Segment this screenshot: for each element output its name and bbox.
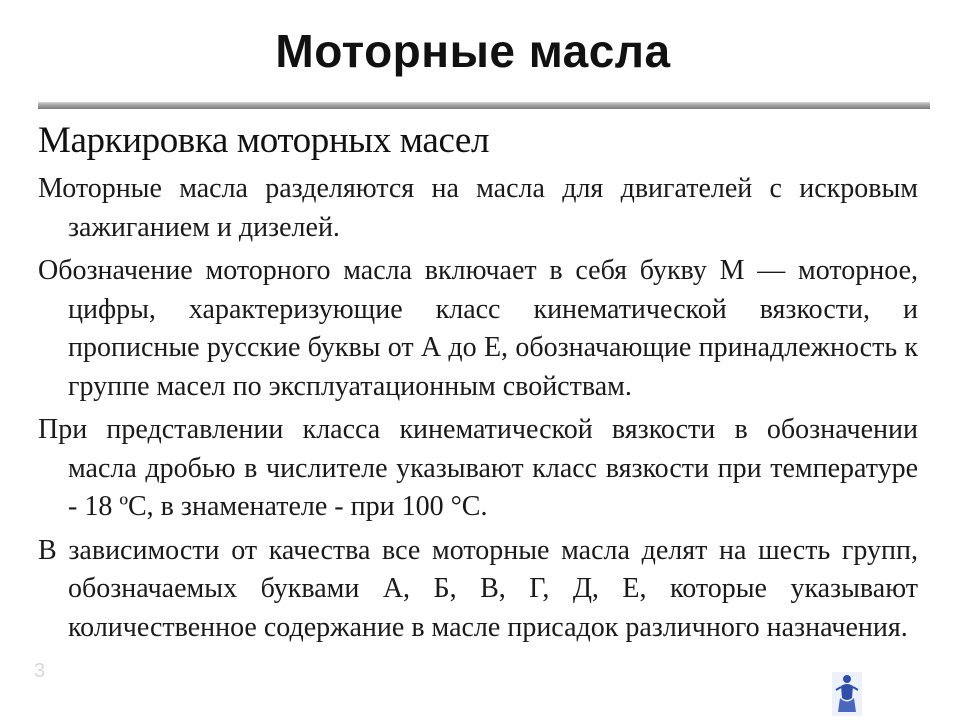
page-title: Моторные масла — [275, 25, 671, 77]
paragraph-2: Обозначение моторного масла включает в себя букву М — моторное, цифры, характеризующие класс кинематической вязкости, и прописные русские буквы от А до Е, обозначающие принадлежность к группе масел по эксплуатационным свойствам. — [38, 255, 918, 402]
figure-emblem-icon — [832, 672, 862, 716]
paragraph-4: В зависимости от качества все моторные масла делят на шесть групп, обозначаемых буквами А, Б, В, Г, Д, Е, которые указывают количественное содержание в масле присадок различного назначения. — [38, 534, 918, 643]
slide-number: 3 — [34, 660, 46, 682]
body-text — [38, 170, 918, 652]
title-divider — [38, 102, 930, 109]
paragraph-1: Моторные масла разделяются на масла для двигателей с искровым зажиганием и дизелей. — [38, 173, 918, 243]
section-subtitle: Маркировка моторных масел — [38, 120, 490, 161]
paragraph-3: При представлении класса кинематической вязкости в обозначении масла дробью в числителе указывают класс вязкости при температуре - 18 ºС, в знаменателе - при 100 °С. — [38, 414, 918, 522]
